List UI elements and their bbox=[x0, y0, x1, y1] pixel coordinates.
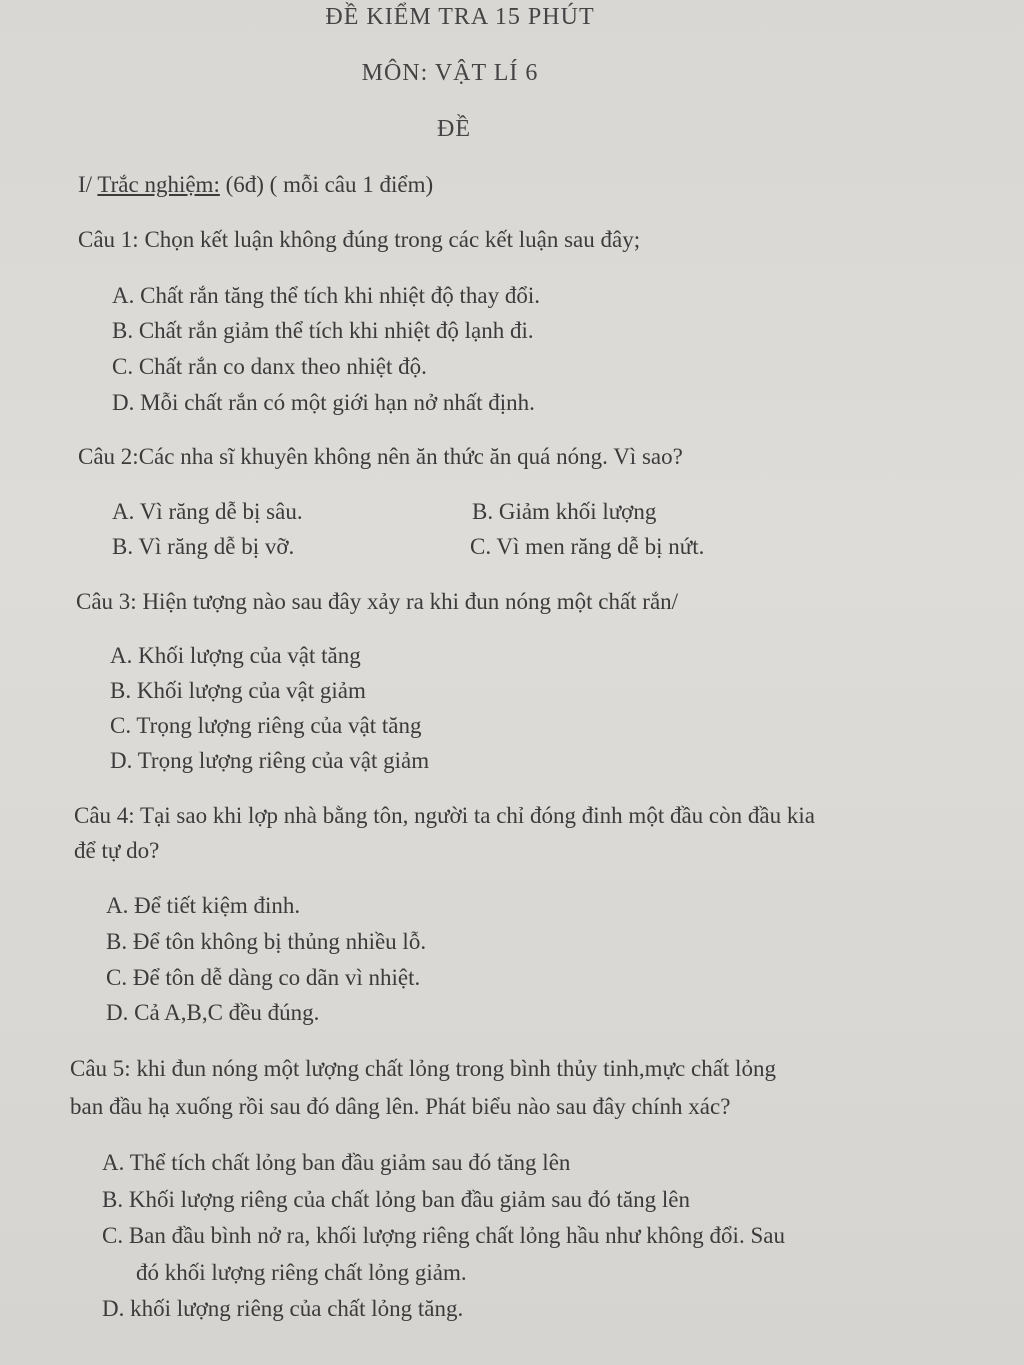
q1-option-a: A. Chất rắn tăng thể tích khi nhiệt độ thay đổi. bbox=[112, 283, 540, 308]
q3-option-c: C. Trọng lượng riêng của vật tăng bbox=[110, 713, 422, 738]
q1-option-c: C. Chất rắn co danx theo nhiệt độ. bbox=[112, 354, 427, 379]
subject-label: MÔN: VẬT LÍ 6 bbox=[361, 60, 539, 86]
question-4-line-2: để tự do? bbox=[74, 838, 160, 863]
question-3: Câu 3: Hiện tượng nào sau đây xảy ra khi đun nóng một chất rắn/ bbox=[76, 589, 679, 614]
section-score: (6đ) ( mỗi câu 1 điểm) bbox=[219, 172, 434, 197]
q4-option-c: C. Để tôn dễ dàng co dãn vì nhiệt. bbox=[106, 965, 421, 990]
q4-option-a: A. Để tiết kiệm đinh. bbox=[106, 893, 301, 918]
q5-option-c-line-2: đó khối lượng riêng chất lỏng giảm. bbox=[136, 1260, 467, 1285]
q4-option-d: D. Cả A,B,C đều đúng. bbox=[106, 1000, 320, 1025]
question-1: Câu 1: Chọn kết luận không đúng trong các kết luận sau đây; bbox=[78, 227, 641, 252]
q1-option-b: B. Chất rắn giảm thể tích khi nhiệt độ lạnh đi. bbox=[112, 318, 534, 343]
question-5-line-2: ban đầu hạ xuống rồi sau đó dâng lên. Phát biểu nào sau đây chính xác? bbox=[70, 1094, 731, 1119]
q1-option-d: D. Mỗi chất rắn có một giới hạn nở nhất định. bbox=[112, 390, 535, 415]
q2-option-c: C. Vì men răng dễ bị nứt. bbox=[470, 534, 705, 559]
question-2: Câu 2:Các nha sĩ khuyên không nên ăn thức ăn quá nóng. Vì sao? bbox=[78, 444, 683, 469]
exam-title: ĐỀ KIỂM TRA 15 PHÚT bbox=[325, 4, 595, 30]
q3-option-d: D. Trọng lượng riêng của vật giảm bbox=[110, 748, 430, 773]
question-4-line-1: Câu 4: Tại sao khi lợp nhà bằng tôn, người ta chỉ đóng đinh một đầu còn đầu kia bbox=[74, 803, 815, 828]
q4-option-b: B. Để tôn không bị thủng nhiều lỗ. bbox=[106, 929, 427, 954]
q5-option-c-line-1: C. Ban đầu bình nở ra, khối lượng riêng chất lỏng hầu như không đổi. Sau bbox=[102, 1223, 785, 1248]
q2-option-a: A. Vì răng dễ bị sâu. bbox=[112, 499, 303, 524]
q2-option-b-right: B. Giảm khối lượng bbox=[472, 499, 657, 524]
q5-option-b: B. Khối lượng riêng của chất lỏng ban đầu giảm sau đó tăng lên bbox=[102, 1187, 690, 1212]
q3-option-a: A. Khối lượng của vật tăng bbox=[110, 643, 361, 668]
question-5-line-1: Câu 5: khi đun nóng một lượng chất lỏng trong bình thủy tinh,mực chất lỏng bbox=[70, 1056, 776, 1081]
q5-option-d: D. khối lượng riêng của chất lỏng tăng. bbox=[102, 1296, 464, 1321]
q2-option-b-left: B. Vì răng dễ bị vỡ. bbox=[112, 534, 295, 559]
section-prefix: I/ bbox=[78, 172, 98, 197]
q5-option-a: A. Thể tích chất lỏng ban đầu giảm sau đó tăng lên bbox=[102, 1150, 571, 1175]
q3-option-b: B. Khối lượng của vật giảm bbox=[110, 678, 366, 703]
section-heading bbox=[78, 172, 433, 198]
section-name: Trắc nghiệm: bbox=[97, 172, 220, 197]
de-label: ĐỀ bbox=[437, 116, 471, 142]
